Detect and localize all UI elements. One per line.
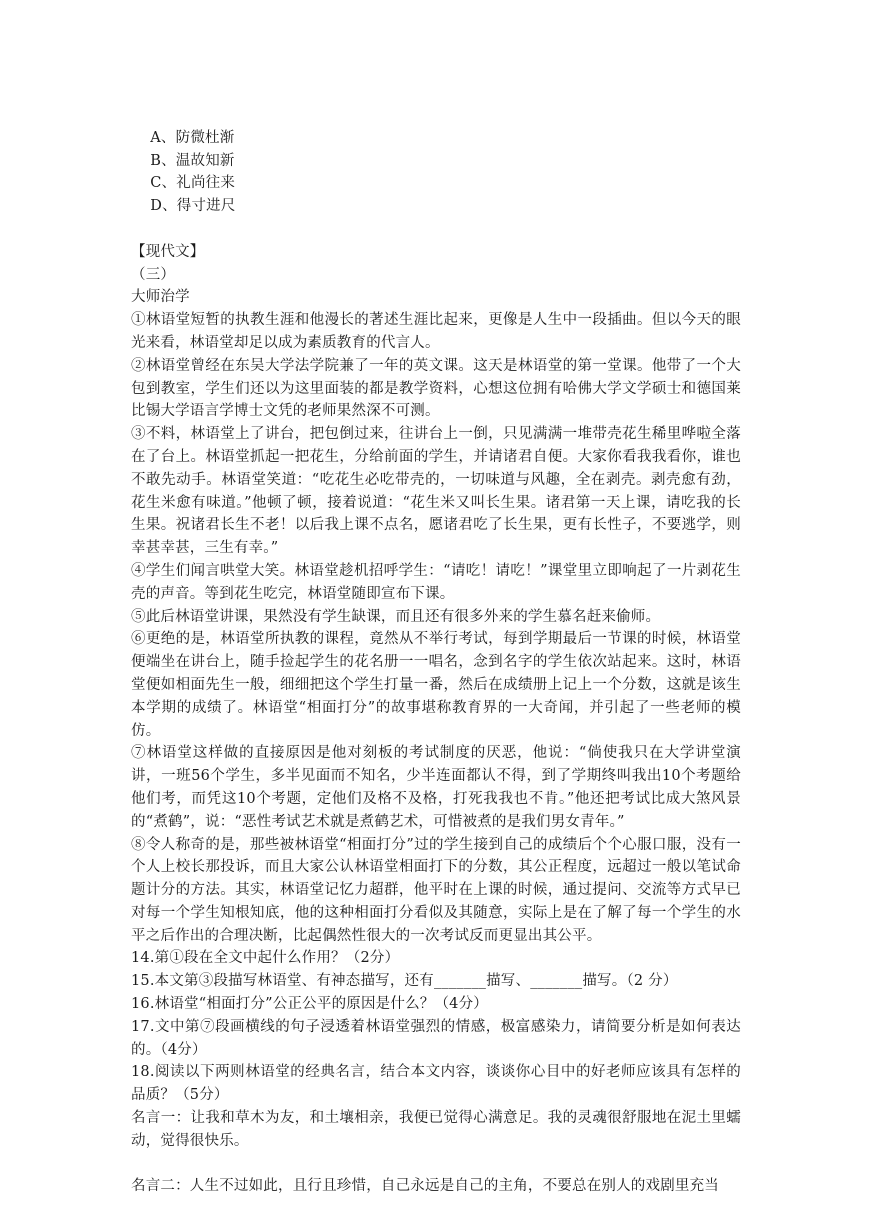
answer-choices [131, 104, 741, 241]
paragraph-3: ③不料，林语堂上了讲台，把包倒过来，往讲台上一倒，只见满满一堆带壳花生稀里哗啦全落在了台上。林语堂抓起一把花生，分给前面的学生，并请诸君自便。大家你看我我看你，谁也不敢先动手。林语堂笑道：“吃花生必吃带壳的，一切味道与风趣，全在剥壳。剥壳愈有劲，花生米愈有味道。”他顿了顿，接着说道：“花生米又叫长生果。诸君第一天上课，请吃我的长生果。祝诸君长生不老！以后我上课不点名，愿诸君吃了长生果，更有长性子，不要逃学，则幸甚幸甚，三生有幸。” [131, 426, 741, 557]
question-14: 14.第①段在全文中起什么作用？（2分） [131, 950, 400, 967]
quote-1: 名言一：让我和草木为友，和土壤相亲，我便已觉得心满意足。我的灵魂很舒服地在泥土里蠕动，觉得很快乐。 [131, 1110, 741, 1149]
choice-d: D、得寸进尺 [150, 198, 236, 215]
paragraph-7: ⑦林语堂这样做的直接原因是他对刻板的考试制度的厌恶，他说：“倘使我只在大学讲堂演讲，一班56个学生，多半见面而不知名，少半连面都认不得，到了学期终叫我出10个考题给他们考，而凭这10个考题，定他们及格不及格，打死我我也不肯。”他还把考试比成大煞风景的“煮鹤”，说：“恶性考试艺术就是煮鹤艺术，可惜被煮的是我们男女青年。” [131, 745, 741, 830]
question-18: 18.阅读以下两则林语堂的经典名言，结合本文内容，谈谈你心目中的好老师应该具有怎样的品质？（5分） [131, 1064, 741, 1104]
choice-c: C、礼尚往来 [150, 175, 236, 192]
question-17: 17.文中第⑦段画横线的句子浸透着林语堂强烈的情感，极富感染力，请简要分析是如何表达的。（4分） [131, 1018, 741, 1058]
paragraph-2: ②林语堂曾经在东吴大学法学院兼了一年的英文课。这天是林语堂的第一堂课。他带了一个大包到教室，学生们还以为这里面装的都是教学资料，心想这位拥有哈佛大学文学硕士和德国莱比锡大学语言学博士文凭的老师果然深不可测。 [131, 357, 741, 420]
article-title: 大师治学 [131, 289, 190, 306]
choice-a: A、防微杜渐 [150, 129, 235, 146]
section-heading: 【现代文】 [131, 243, 205, 260]
choice-b: B、温故知新 [150, 152, 235, 169]
question-15: 15.本文第③段描写林语堂、有神态描写，还有_______描写、_______描写。（2 分） [131, 973, 678, 990]
paragraph-1: ①林语堂短暂的执教生涯和他漫长的著述生涯比起来，更像是人生中一段插曲。但以今天的眼光来看，林语堂却足以成为素质教育的代言人。 [131, 312, 741, 351]
section-number: （三） [131, 266, 176, 283]
question-16: 16.林语堂“相面打分”公正公平的原因是什么？（4分） [131, 996, 489, 1013]
spacer [131, 1153, 741, 1176]
paragraph-6: ⑥更绝的是，林语堂所执教的课程，竟然从不举行考试，每到学期最后一节课的时候，林语堂便端坐在讲台上，随手捡起学生的花名册一一唱名，念到名字的学生依次站起来。这时，林语堂便如相面先生一般，细细把这个学生打量一番，然后在成绩册上记上一个分数，这就是该生本学期的成绩了。林语堂“相面打分”的故事堪称教育界的一大奇闻，并引起了一些老师的模仿。 [131, 631, 741, 739]
paragraph-5: ⑤此后林语堂讲课，果然没有学生缺课，而且还有很多外来的学生慕名赶来偷师。 [131, 608, 661, 625]
paragraph-4: ④学生们闻言哄堂大笑。林语堂趁机招呼学生：“请吃！请吃！”课堂里立即响起了一片剥花生壳的声音。等到花生吃完，林语堂随即宣布下课。 [131, 562, 741, 602]
document-page [131, 104, 741, 1198]
paragraph-8: ⑧令人称奇的是，那些被林语堂“相面打分”过的学生接到自己的成绩后个个心服口服，没有一个人上校长那投诉，而且大家公认林语堂相面打下的分数，其公正程度，远超过一般以笔试命题计分的方法。其实，林语堂记忆力超群，他平时在上课的时候，通过提问、交流等方式早已对每一个学生知根知底，他的这种相面打分看似及其随意，实际上是在了解了每一个学生的水平之后作出的合理决断，比起偶然性很大的一次考试反而更显出其公平。 [131, 836, 741, 944]
quote-2: 名言二：人生不过如此，且行且珍惜，自己永远是自己的主角，不要总在别人的戏剧里充当 [131, 1178, 719, 1195]
